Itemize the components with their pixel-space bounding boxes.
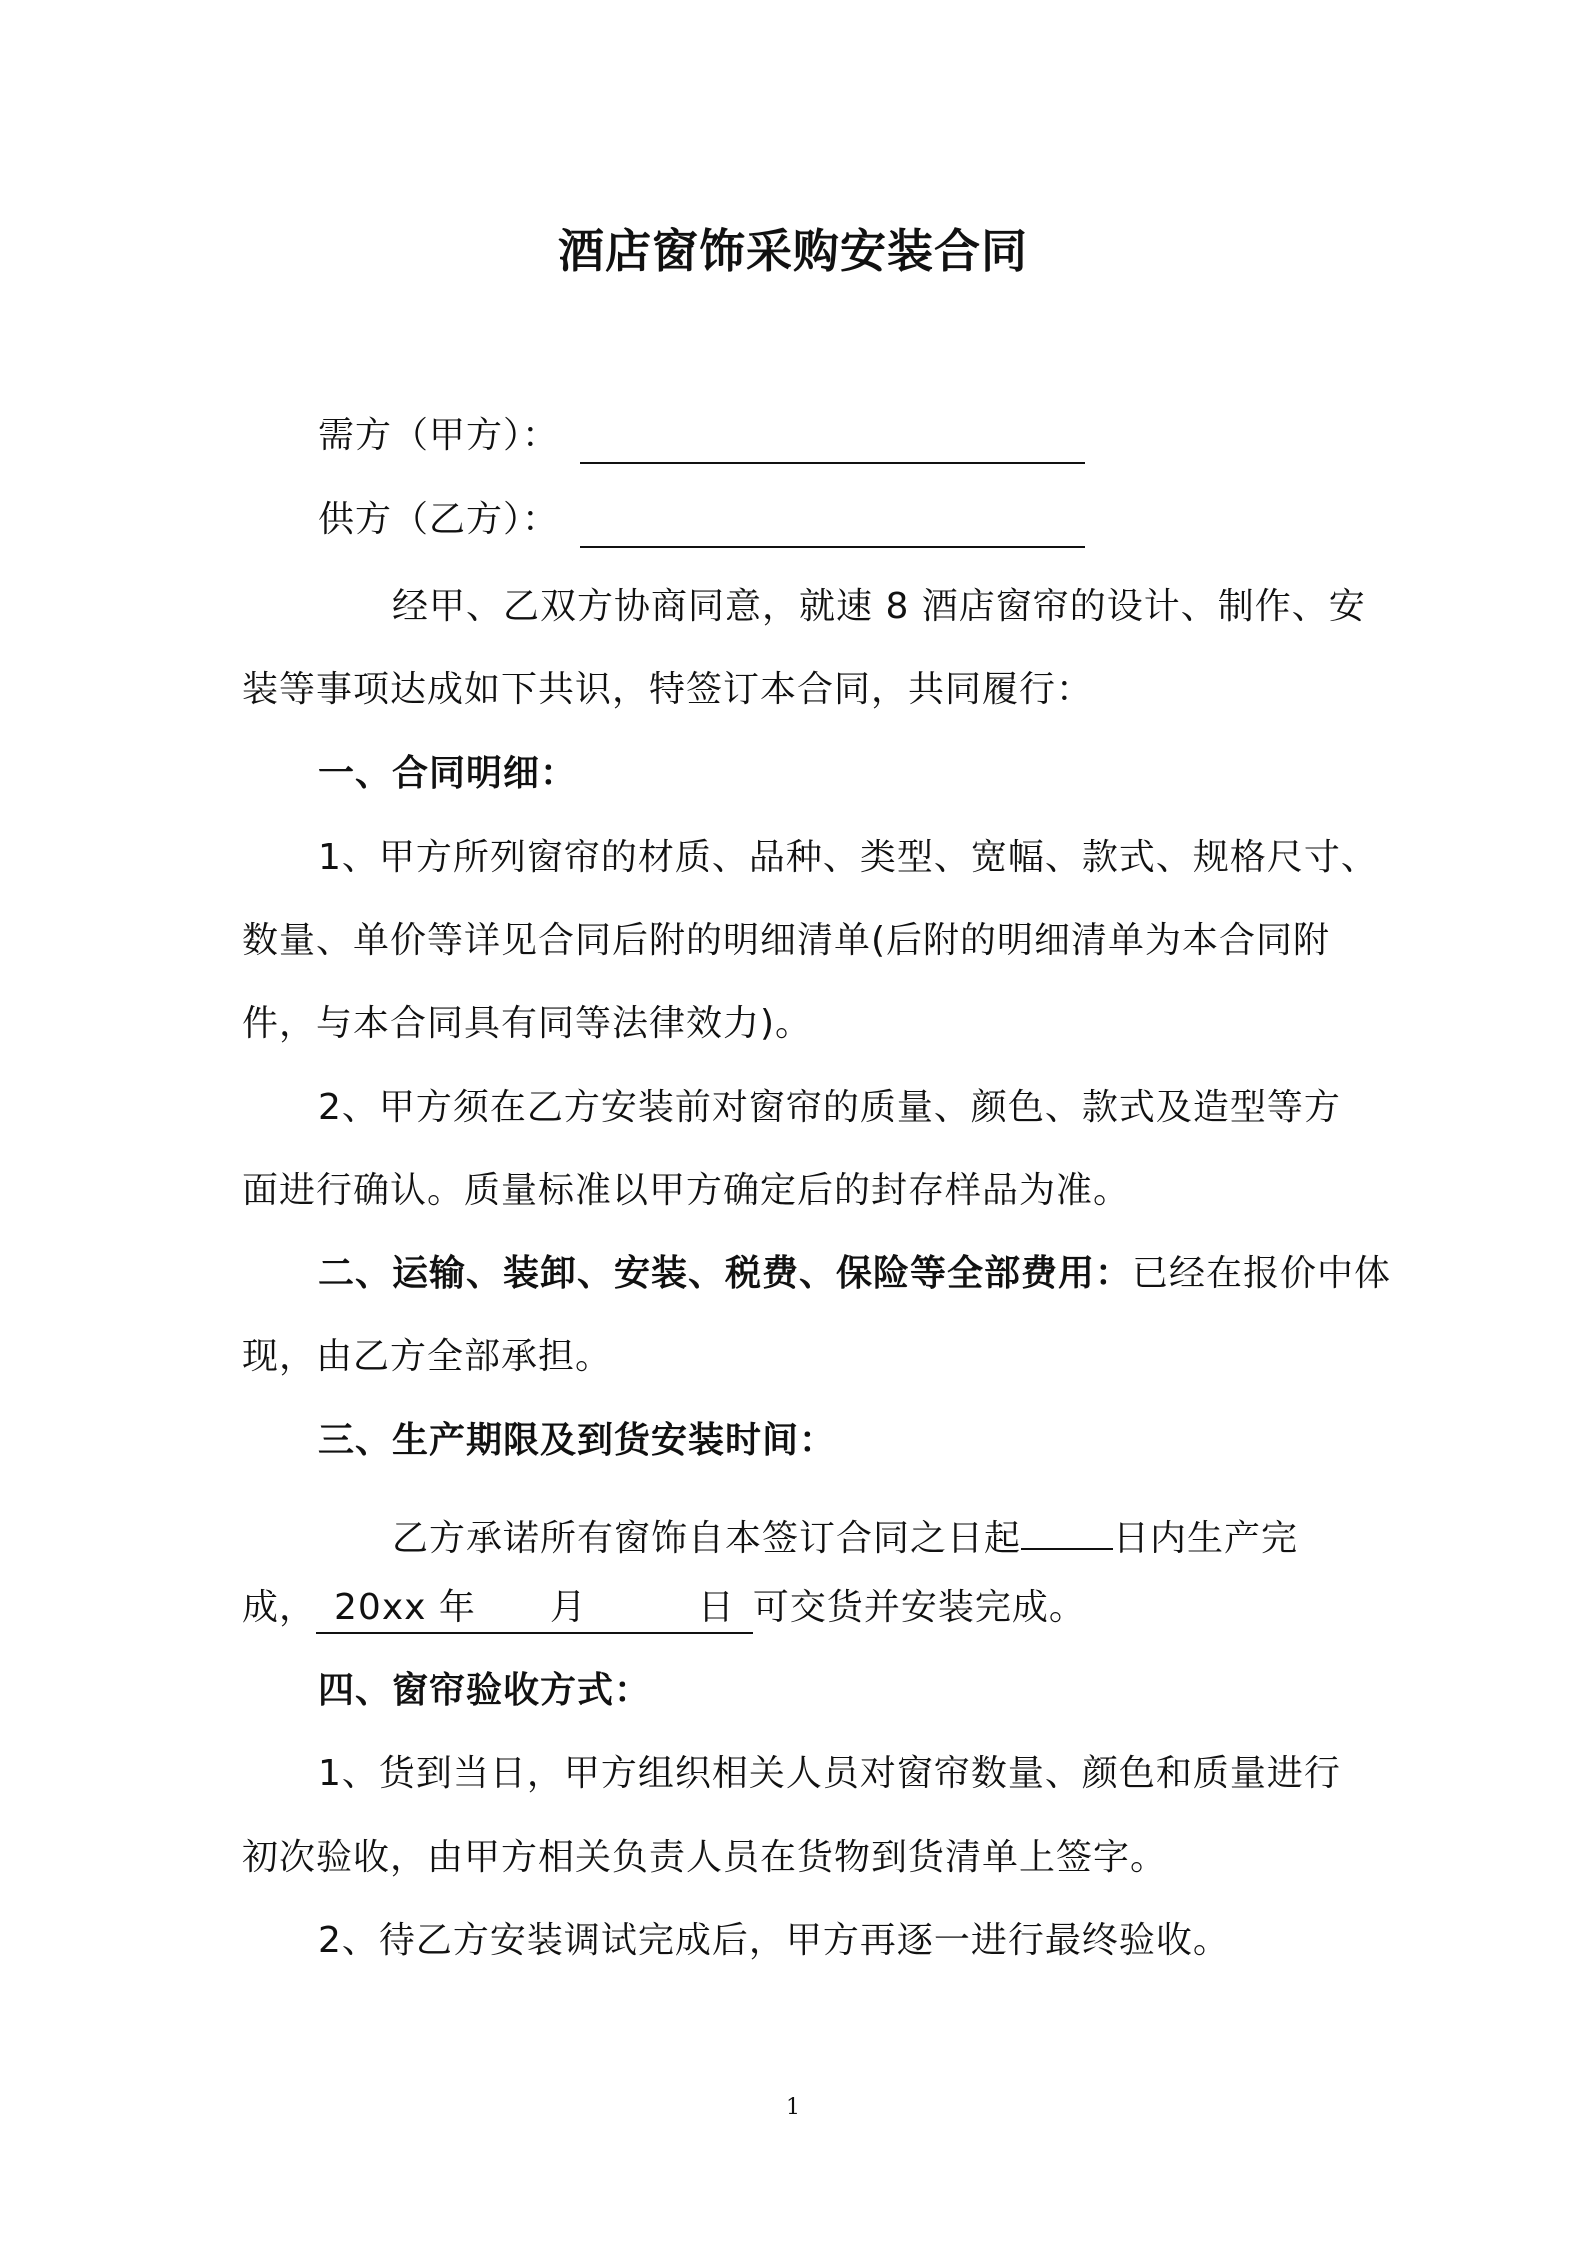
section2-heading: 二、运输、装卸、安装、税费、保险等全部费用： bbox=[318, 1253, 1133, 1294]
delivery-date-field[interactable]: 20xx 年 月 日 bbox=[316, 1584, 753, 1634]
s1-item1-line3: 件，与本合同具有同等法律效力)。 bbox=[242, 1003, 813, 1044]
section2-text2: 现，由乙方全部承担。 bbox=[242, 1336, 613, 1377]
s1-item1-line1: 1、甲方所列窗帘的材质、品种、类型、宽幅、款式、规格尺寸、 bbox=[318, 837, 1378, 878]
section1-heading: 一、合同明细： bbox=[318, 753, 578, 794]
s1-item2-line2: 面进行确认。质量标准以甲方确定后的封存样品为准。 bbox=[242, 1170, 1131, 1211]
s1-item2-line1: 2、甲方须在乙方安装前对窗帘的质量、颜色、款式及造型等方 bbox=[318, 1087, 1341, 1128]
page-number: 1 bbox=[786, 2095, 800, 2120]
section4-heading: 四、窗帘验收方式： bbox=[318, 1670, 652, 1711]
s4-item2-line1: 2、待乙方安装调试完成后，甲方再逐一进行最终验收。 bbox=[318, 1920, 1230, 1961]
party-a-blank[interactable] bbox=[580, 462, 1085, 464]
party-b-label: 供方（乙方）： bbox=[318, 499, 560, 540]
intro-line-1: 经甲、乙双方协商同意，就速 8 酒店窗帘的设计、制作、安 bbox=[392, 586, 1366, 627]
party-b-blank[interactable] bbox=[580, 546, 1085, 548]
s3-line1 bbox=[392, 1500, 1298, 1563]
section3-heading: 三、生产期限及到货安装时间： bbox=[318, 1420, 837, 1461]
document-title: 酒店窗饰采购安装合同 bbox=[558, 224, 1028, 278]
s3-line1-a: 乙方承诺所有窗饰自本签订合同之日起 bbox=[392, 1518, 1022, 1559]
party-a-label: 需方（甲方）： bbox=[318, 415, 560, 456]
s4-item1-line2: 初次验收，由甲方相关负责人员在货物到货清单上签字。 bbox=[242, 1837, 1168, 1878]
s4-item1-line1: 1、货到当日，甲方组织相关人员对窗帘数量、颜色和质量进行 bbox=[318, 1753, 1341, 1794]
s3-line2-a: 成， bbox=[242, 1587, 317, 1628]
days-blank[interactable] bbox=[1021, 1500, 1113, 1550]
s3-line2-b: 可交货并安装完成。 bbox=[752, 1587, 1086, 1628]
intro-line-2: 装等事项达成如下共识，特签订本合同，共同履行： bbox=[242, 669, 1094, 710]
s1-item1-line2: 数量、单价等详见合同后附的明细清单(后附的明细清单为本合同附 bbox=[242, 920, 1331, 961]
s3-line2 bbox=[242, 1584, 1086, 1634]
section2-line1 bbox=[318, 1250, 1391, 1298]
section2-text1: 已经在报价中体 bbox=[1132, 1253, 1392, 1294]
s3-line1-b: 日内生产完 bbox=[1113, 1518, 1299, 1559]
